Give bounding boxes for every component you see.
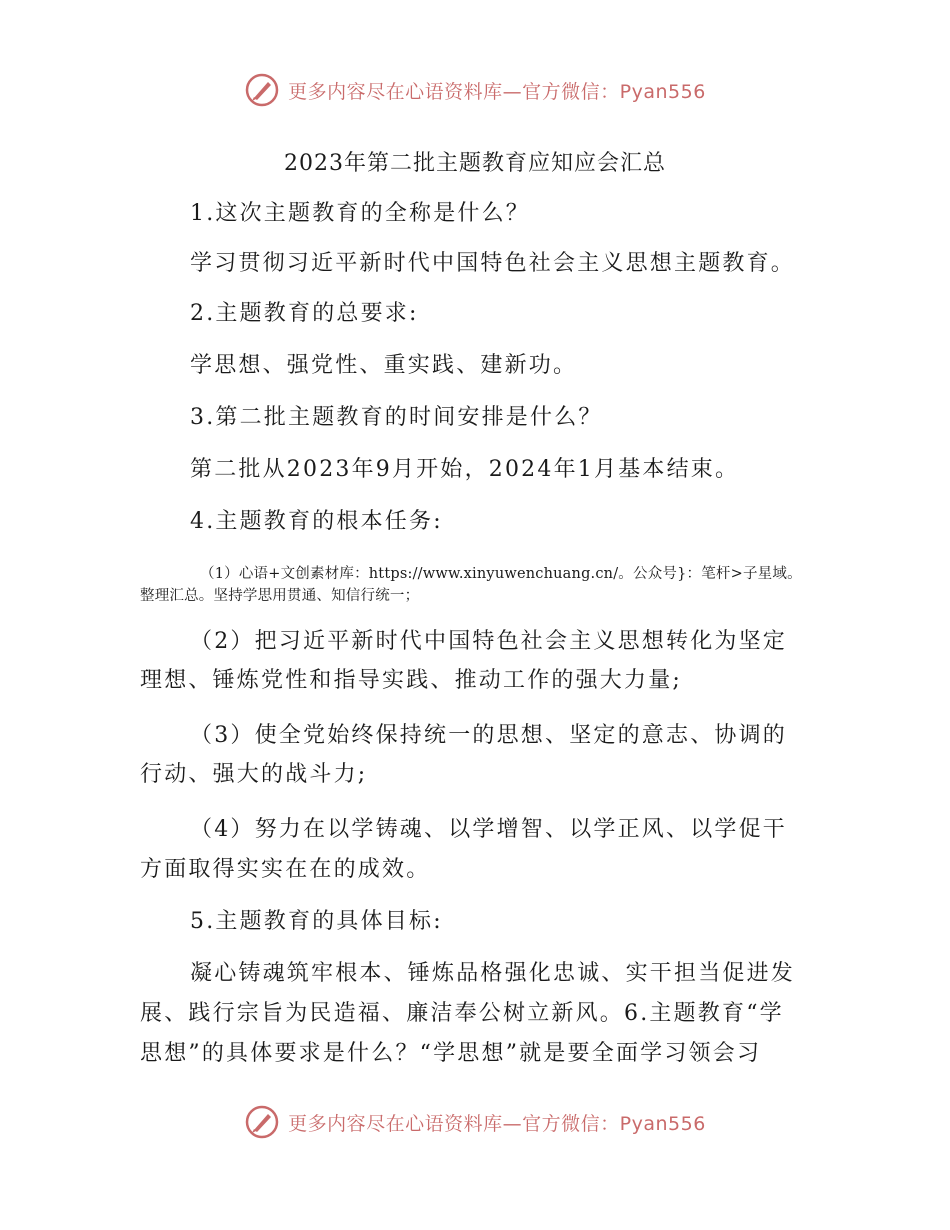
task-4-line-2: 方面取得实实在在的成效。 [140, 857, 431, 882]
question-4: 4.主题教育的根本任务: [190, 509, 443, 534]
question-3: 3.第二批主题教育的时间安排是什么？ [190, 405, 603, 430]
task-1-line-1: （1）心语+文创素材库：https://www.xinyuwenchuang.cn/。公众号}：笔杆>子星域。 [200, 566, 802, 582]
answer-3: 第二批从2023年9月开始，2024年1月基本结束。 [190, 457, 740, 482]
question-5: 5.主题教育的具体目标: [190, 909, 443, 934]
page-title: 2023年第二批主题教育应知应会汇总 [284, 151, 666, 176]
quill-pen-logo-icon [244, 72, 280, 108]
header-watermark [0, 72, 950, 108]
watermark-text: 更多内容尽在心语资料库—官方微信：Pyan556 [288, 1112, 706, 1135]
answer-5-line-1: 凝心铸魂筑牢根本、锤炼品格强化忠诚、实干担当促进发 [190, 961, 796, 986]
answer-1: 学习贯彻习近平新时代中国特色社会主义思想主题教育。 [190, 251, 796, 276]
answer-5-line-3: 思想”的具体要求是什么？“学思想”就是要全面学习领会习 [140, 1041, 762, 1066]
task-3-line-2: 行动、强大的战斗力; [140, 762, 368, 787]
task-3-line-1: （3）使全党始终保持统一的思想、坚定的意志、协调的 [190, 723, 787, 748]
answer-2: 学思想、强党性、重实践、建新功。 [190, 353, 578, 378]
answer-5-line-2: 展、践行宗旨为民造福、廉洁奉公树立新风。6.主题教育“学 [140, 1001, 784, 1026]
task-2-line-2: 理想、锤炼党性和指导实践、推动工作的强大力量; [140, 668, 683, 693]
footer-watermark [0, 1104, 950, 1140]
task-4-line-1: （4）努力在以学铸魂、以学增智、以学正风、以学促干 [190, 817, 787, 842]
task-1-line-2: 整理汇总。坚持学思用贯通、知信行统一； [140, 588, 420, 604]
question-1: 1.这次主题教育的全称是什么？ [190, 201, 530, 226]
task-2-line-1: （2）把习近平新时代中国特色社会主义思想转化为坚定 [190, 629, 787, 654]
quill-pen-logo-icon [244, 1104, 280, 1140]
question-2: 2.主题教育的总要求: [190, 301, 419, 326]
watermark-text: 更多内容尽在心语资料库—官方微信：Pyan556 [288, 80, 706, 103]
